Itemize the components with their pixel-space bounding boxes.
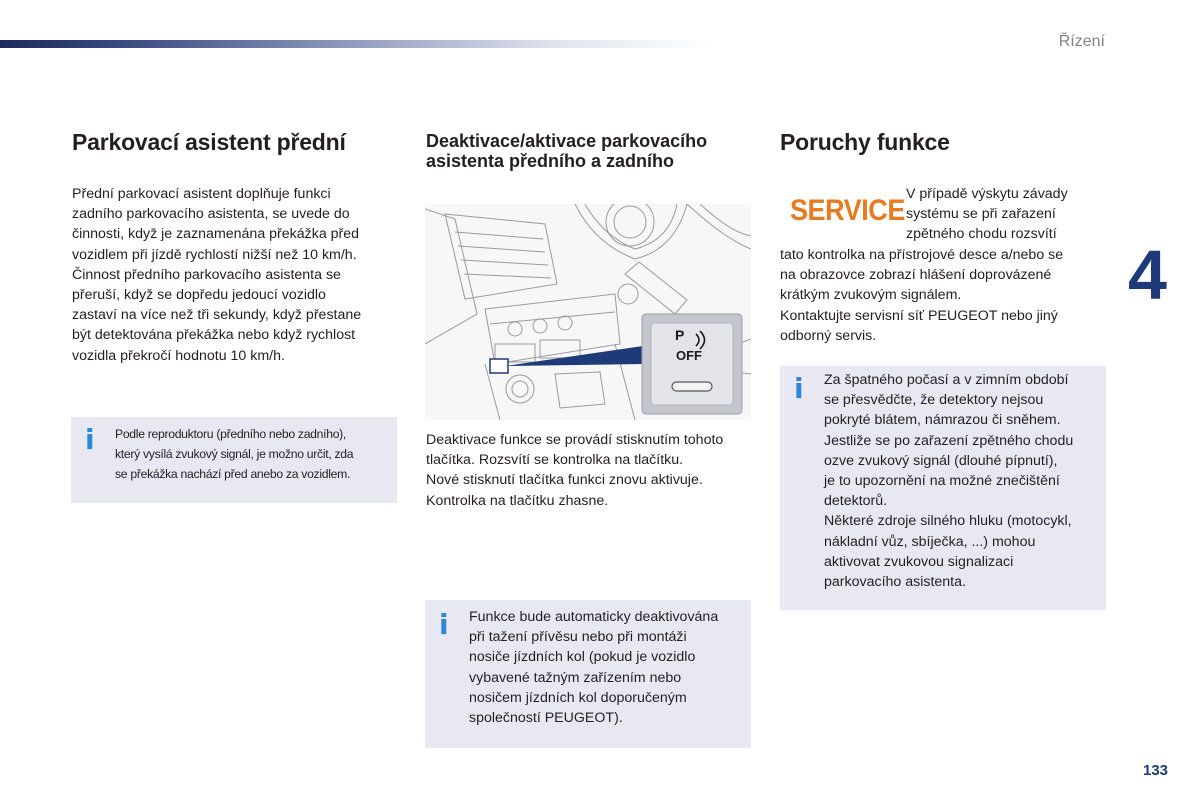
text-line: Za špatného počasí a v zimním období: [824, 372, 1069, 388]
text-line: tato kontrolka na přístrojové desce a/nebo se: [780, 247, 1064, 263]
text-line: vybavené tažným zařízením nebo: [469, 669, 682, 686]
note-text-speaker: [115, 424, 395, 484]
button-label-p: P: [675, 327, 685, 343]
note-box-speaker: [71, 417, 397, 503]
info-icon: i: [439, 608, 449, 641]
text-line: zadního parkovacího asistenta, se uvede do: [72, 206, 350, 223]
section-title: Řízení: [1058, 33, 1105, 50]
text-line: krátkým zvukovým signálem.: [780, 287, 962, 304]
column-front-parking-assist: [72, 129, 402, 156]
text-line: vozidlem při jízdě rychlostí nižší než 10 km/h.: [72, 246, 357, 263]
text-line: pokryté blátem, námrazou či sněhem.: [824, 412, 1061, 429]
text-line: je to upozornění na možné znečištění: [824, 473, 1060, 490]
column-malfunctions: [780, 129, 1110, 156]
deactivation-text: [426, 430, 766, 511]
text-line: Některé zdroje silného hluku (motocykl,: [824, 513, 1072, 530]
text-line: aktivovat zvukovou signalizaci: [824, 553, 1014, 570]
text-line: zpětného chodu rozsvítí: [906, 226, 1057, 243]
text-line: společností PEUGEOT).: [469, 710, 623, 727]
text-line: při tažení přívěsu nebo při montáži: [469, 629, 687, 646]
text-line: nosičem jízdních kol doporučeným: [469, 689, 687, 706]
text-line: ozve zvukový signál (dlouhé pípnutí),: [824, 452, 1058, 469]
text-line: Podle reproduktoru (předního nebo zadního),: [115, 427, 347, 441]
text-line: Nové stisknutí tlačítka funkci znovu aktivuje.: [426, 472, 703, 489]
button-label-off: OFF: [676, 348, 702, 363]
dashboard-illustration: [425, 204, 751, 420]
text-line: odborný servis.: [780, 327, 877, 344]
heading-line: Deaktivace/aktivace parkovacího: [426, 131, 708, 151]
text-line: Jestliže se po zařazení zpětného chodu: [824, 432, 1074, 449]
text-line: nosiče jízdních kol (pokud je vozidlo: [469, 649, 696, 666]
text-line: Přední parkovací asistent doplňuje funkci: [72, 186, 331, 202]
text-line: systému se při zařazení: [906, 206, 1056, 223]
heading-front-parking-assist: Parkovací asistent přední: [72, 129, 346, 155]
text-line: se překážka nachází před anebo za vozidlem.: [115, 467, 351, 481]
text-line: tlačítka. Rozsvítí se kontrolka na tlačítku.: [426, 452, 684, 469]
dashboard-drawing: [425, 204, 751, 420]
front-parking-assist-text: [72, 184, 402, 366]
text-line: činnosti, když je zaznamenána překážka před: [72, 226, 360, 243]
text-line: který vysílá zvukový signál, je možno určit, zda: [115, 447, 354, 461]
info-icon: i: [85, 423, 95, 456]
text-line: Činnost předního parkovacího asistenta se: [72, 266, 341, 283]
text-line: zastaví na více než tři sekundy, když přestane: [72, 307, 362, 324]
text-line: V případě výskytu závady: [906, 186, 1068, 202]
text-line: detektorů.: [824, 493, 888, 510]
page-number: 133: [1143, 762, 1169, 779]
text-line: Funkce bude automaticky deaktivována: [469, 609, 719, 625]
heading-malfunctions: Poruchy funkce: [780, 129, 950, 155]
malfunction-text-side: [906, 184, 1116, 245]
text-line: se přesvědčte, že detektory nejsou: [824, 392, 1044, 409]
text-line: Kontrolka na tlačítku zhasne.: [426, 492, 609, 509]
heading-line: asistenta předního a zadního: [426, 151, 675, 171]
chapter-number: 4: [1128, 236, 1167, 314]
service-warning-icon: SERVICE: [790, 194, 905, 227]
note-text-towing: [469, 607, 749, 728]
text-line: nákladní vůz, sbíječka, ...) mohou: [824, 533, 1036, 550]
text-line: parkovacího asistenta.: [824, 574, 966, 591]
info-icon: i: [794, 372, 804, 405]
text-line: na obrazovce zobrazí hlášení doprovázené: [780, 267, 1052, 284]
note-box-weather: [780, 366, 1106, 610]
heading-deactivation: [426, 131, 766, 171]
header-gradient-bar: [0, 40, 710, 48]
text-line: Kontaktujte servisní síť PEUGEOT nebo jiný: [780, 307, 1058, 324]
column-deactivation: [426, 131, 766, 171]
text-line: vozidla překročí hodnotu 10 km/h.: [72, 347, 285, 364]
text-line: přeruší, když se dopředu jedoucí vozidlo: [72, 287, 326, 304]
malfunction-text: [780, 245, 1120, 346]
note-box-towing: [425, 600, 751, 748]
note-text-weather: [824, 370, 1104, 592]
text-line: Deaktivace funkce se provádí stisknutím tohoto: [426, 432, 724, 448]
text-line: být detektována překážka nebo když rychlost: [72, 327, 356, 344]
